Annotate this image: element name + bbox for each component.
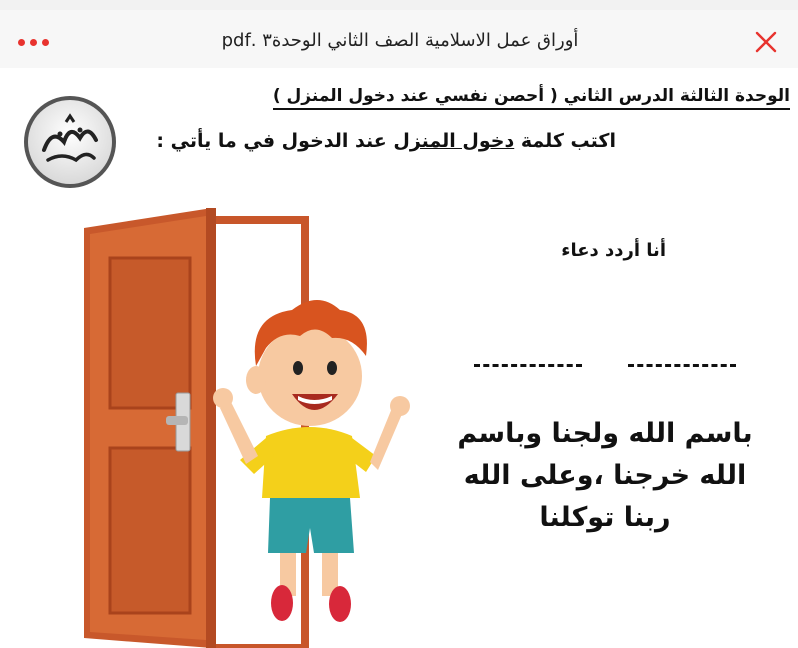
close-icon[interactable] — [753, 29, 779, 55]
status-bar — [0, 0, 798, 10]
instruction-prefix: اكتب كلمة — [520, 130, 616, 152]
instruction-suffix: عند الدخول في ما يأتي : — [156, 130, 387, 152]
instruction-underlined: دخول المنزل — [393, 130, 515, 152]
prompt-text: أنا أردد دعاء — [561, 240, 666, 261]
document-title: أوراق عمل الاسلامية الصف الثاني الوحدة٣ .pdf — [221, 30, 579, 51]
more-dots-icon[interactable] — [18, 34, 54, 50]
pdf-page[interactable] — [0, 68, 798, 648]
answer-blank-right — [628, 364, 736, 367]
dua-text — [430, 413, 780, 539]
answer-blanks — [474, 364, 736, 372]
teacher-logo-icon — [22, 94, 118, 190]
dua-line-3: ربنا توكلنا — [539, 502, 671, 533]
instruction-text — [156, 130, 616, 152]
answer-blank-left — [474, 364, 582, 367]
dua-line-1: باسم الله ولجنا وباسم — [457, 418, 753, 449]
boy-at-door-illustration — [70, 198, 420, 648]
dua-line-2: الله خرجنا ،وعلى الله — [463, 460, 747, 491]
lesson-title: الوحدة الثالثة الدرس الثاني ( أحصن نفسي عند دخول المنزل ) — [273, 86, 790, 110]
